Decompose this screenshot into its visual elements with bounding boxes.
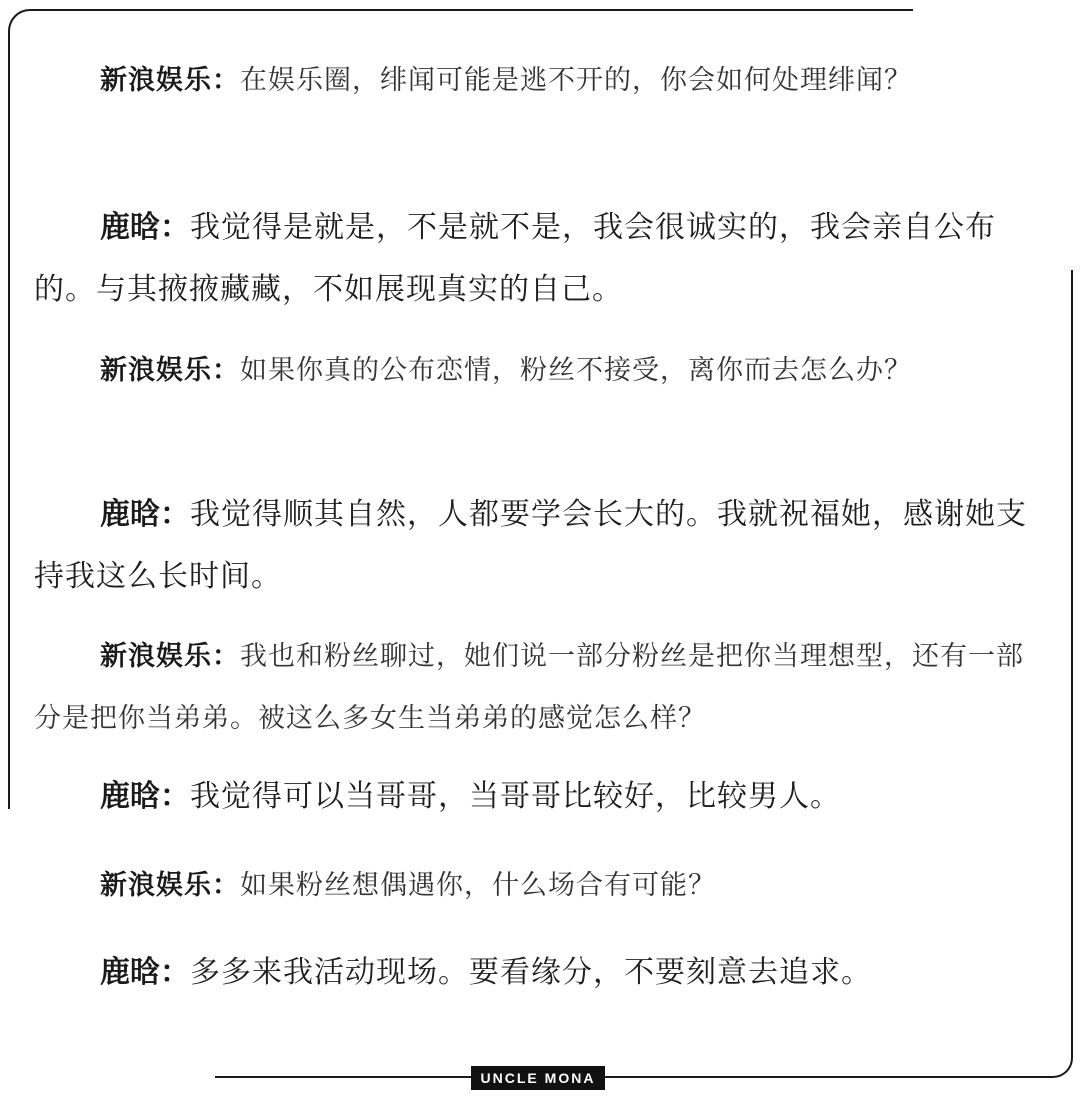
- watermark-badge: UNCLE MONA: [471, 1066, 605, 1090]
- speaker-label: 鹿晗：: [100, 955, 190, 990]
- answer-3: [34, 766, 1034, 828]
- speaker-label: 新浪娱乐：: [100, 641, 240, 672]
- answer-1: [34, 197, 1034, 321]
- answer-4: [34, 942, 1034, 1004]
- answer-text: 多多来我活动现场。要看缘分，不要刻意去追求。: [190, 955, 872, 990]
- question-1: [34, 50, 1034, 112]
- speaker-label: 鹿晗：: [100, 497, 190, 532]
- question-text: 在娱乐圈，绯闻可能是逃不开的，你会如何处理绯闻？: [240, 65, 912, 96]
- speaker-label: 鹿晗：: [100, 779, 190, 814]
- question-2: [34, 340, 1034, 402]
- answer-text: 我觉得是就是，不是就不是，我会很诚实的，我会亲自公布的。与其掖掖藏藏，不如展现真实的自己。: [34, 210, 996, 307]
- answer-2: [34, 484, 1034, 608]
- question-text: 我也和粉丝聊过，她们说一部分粉丝是把你当理想型，还有一部分是把你当弟弟。被这么多女生当弟弟的感觉怎么样？: [34, 641, 1024, 734]
- speaker-label: 新浪娱乐：: [100, 65, 240, 96]
- question-text: 如果粉丝想偶遇你，什么场合有可能？: [240, 870, 716, 901]
- question-3: [34, 626, 1034, 750]
- speaker-label: 鹿晗：: [100, 210, 190, 245]
- answer-text: 我觉得顺其自然，人都要学会长大的。我就祝福她，感谢她支持我这么长时间。: [34, 497, 1027, 594]
- question-text: 如果你真的公布恋情，粉丝不接受，离你而去怎么办？: [240, 355, 912, 386]
- speaker-label: 新浪娱乐：: [100, 355, 240, 386]
- question-4: [34, 855, 1034, 917]
- answer-text: 我觉得可以当哥哥，当哥哥比较好，比较男人。: [190, 779, 841, 814]
- speaker-label: 新浪娱乐：: [100, 870, 240, 901]
